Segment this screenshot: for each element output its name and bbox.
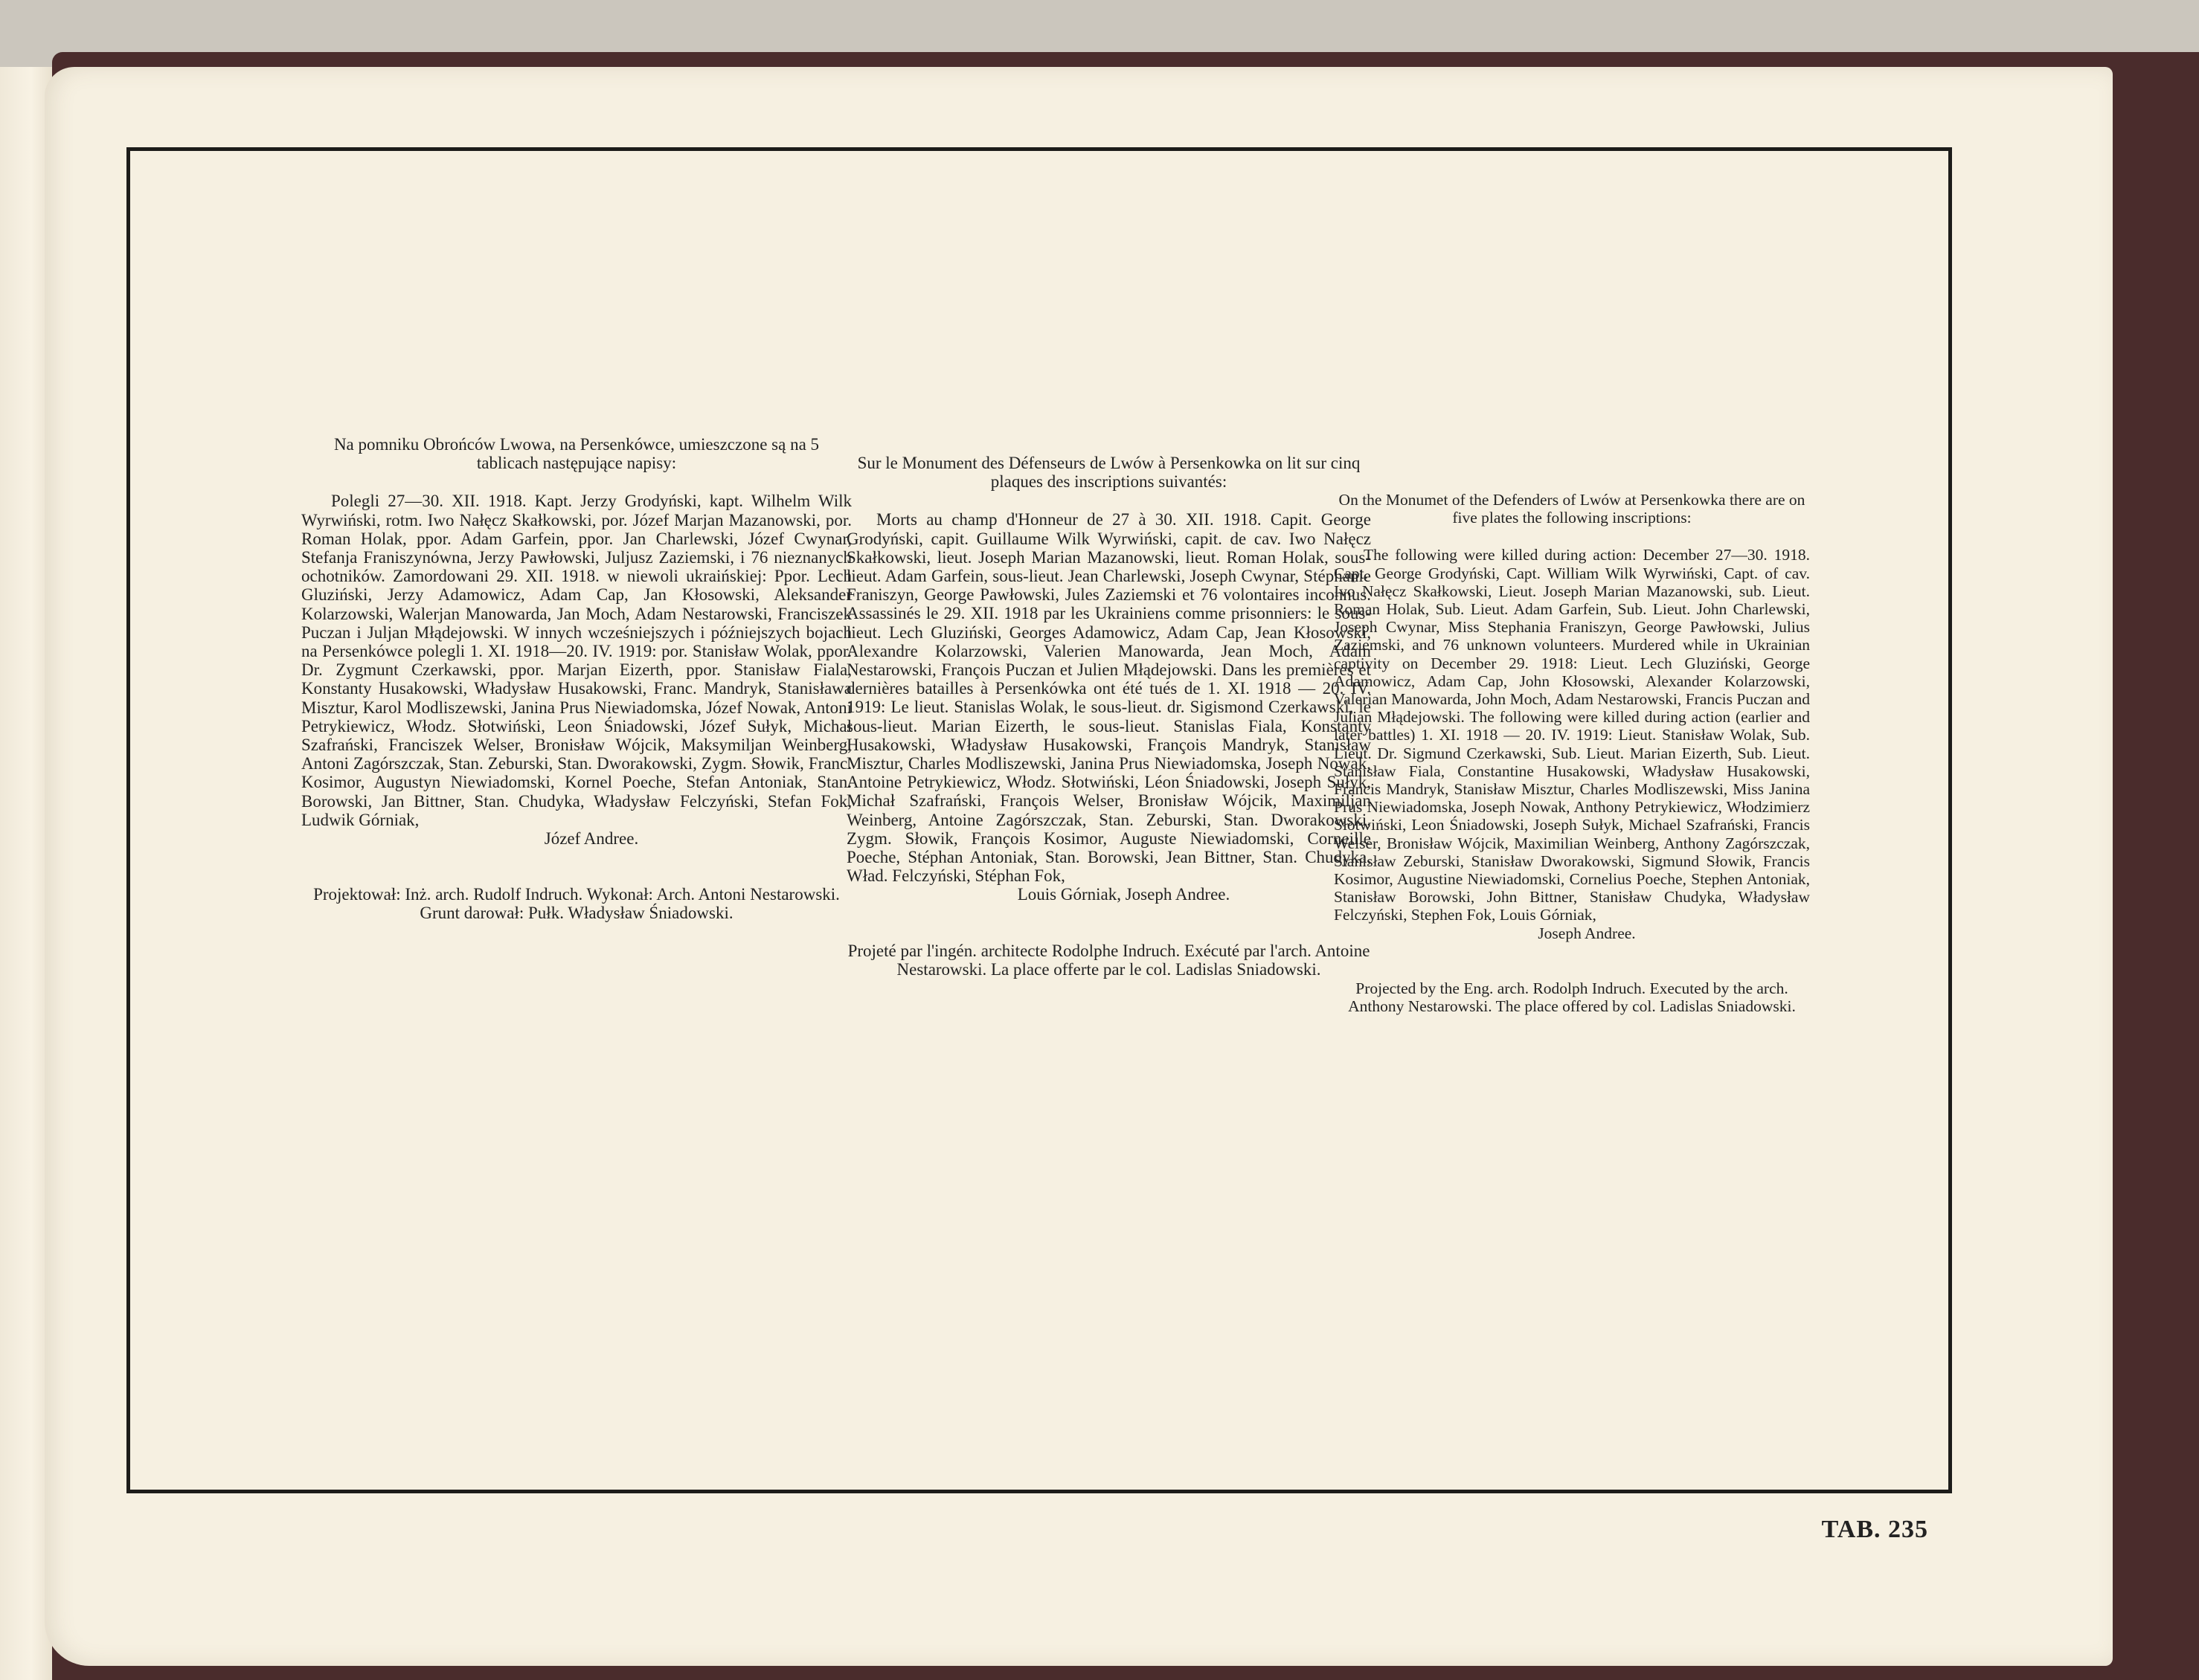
french-intro: Sur le Monument des Défenseurs de Lwów à Persenkowka on lit sur cinq plaques des inscriptions suivantés:: [857, 454, 1361, 492]
column-polish: [301, 435, 852, 923]
french-body-text: Morts au champ d'Honneur de 27 à 30. XII. 1918. Capit. George Grodyński, capit. Guillaume Wilk Wyrwiński, capit. de cav. Iwo Nałęcz Skałkowski, lieut. Joseph Marian Mazanowski, lieut. Roman Holak, sous-lieut. Adam Garfein, sous-lieut. Jean Charlewski, Joseph Cwynar, Stéphanie Franiszyn, George Pawłowski, Jules Zaziemski et 76 volontaires inconnus. Assassinés le 29. XII. 1918 par les Ukrainiens comme prisonniers: le sous-lieut. Lech Gluziński, Georges Adamowicz, Adam Cap, Jean Kłosowski, Alexandre Kolarzowski, Valerien Manowarda, Jean Moch, Adam Nestarowski, François Puczan et Julien Młądejowski. Dans les premières et dernières batailles à Persenkówka ont été tués de 1. XI. 1918 — 20. IV. 1919: Le lieut. Stanislas Wolak, le sous-lieut. dr. Sigismond Czerkawski, le sous-lieut. Marian Eizerth, le sous-lieut. Stanislas Fiala, Konstanty Husakowski, Władysław Husakowski, François Mandryk, Stanisław Misztur, Charles Modliszewski, Janina Prus Niewiadomska, Joseph Nowak, Antoine Petrykiewicz, Włodz. Słotwiński, Léon Śniadowski, Joseph Sułyk, Michał Szafrański, François Welser, Bronisław Wójcik, Maximiljan Weinberg, Antoine Zagórszczak, Stan. Zeburski, Stan. Dworakowski, Zygm. Słowik, François Kosimor, Auguste Niewiadomski, Corneille Poeche, Stéphan Antoniak, Stan. Borowski, Jean Bittner, Stan. Chudyka, Wład. Felczyński, Stéphan Fok,: [847, 510, 1371, 886]
french-body: [847, 510, 1371, 904]
french-body-last: Louis Górniak, Joseph Andree.: [1017, 885, 1230, 904]
column-french: [847, 454, 1371, 979]
polish-credit: Projektował: Inż. arch. Rudolf Indruch. Wykonał: Arch. Antoni Nestarowski. Grunt darował: Pułk. Władysław Śniadowski.: [313, 885, 840, 923]
book-page: [45, 67, 2113, 1666]
polish-body: [301, 492, 852, 848]
plate-number-label: TAB. 235: [1821, 1516, 1928, 1543]
english-body: [1334, 546, 1810, 942]
english-body-text: The following were killed during action: December 27—30. 1918. Capt. George Grodyński, Capt. William Wilk Wyrwiński, Capt. of cav. Ivo Nałęcz Skałkowski, Lieut. Joseph Marian Mazanowski, sub. Lieut. Roman Holak, Sub. Lieut. Adam Garfein, Sub. Lieut. John Charlewski, Joseph Cwynar, Miss Stephania Franiszyn, George Pawłowski, Julius Zaziemski, and 76 unknown volunteers. Murdered while in Ukrainian captivity on December 29. 1918: Lieut. Lech Gluziński, George Adamowicz, Adam Cap, John Kłosowski, Alexander Kolarzowski, Valerian Manowarda, John Moch, Adam Nestarowski, Francis Puczan and Julian Młądejowski. The following were killed during action (earlier and later battles) 1. XI. 1918 — 20. IV. 1919: Lieut. Stanisław Wolak, Sub. Lieut. Dr. Sigmund Czerkawski, Sub. Lieut. Marian Eizerth, Sub. Lieut. Stanisław Fiala, Constantine Husakowski, Władysław Husakowski, Francis Mandryk, Stanisław Misztur, Charles Modliszewski, Miss Janina Prus Niewiadomska, Joseph Nowak, Anthony Petrykiewicz, Włodzimierz Słotwiński, Leon Śniadowski, Joseph Sułyk, Michael Szafrański, Francis Welser, Bronisław Wójcik, Maximilian Weinberg, Anthony Zagórszczak, Stanisław Zeburski, Stanisław Dworakowski, Sigmund Słowik, Francis Kosimor, Augustine Niewiadomski, Cornelius Poeche, Stephen Antoniak, Stanisław Borowski, John Bittner, Stanisław Chudyka, Władysław Felczyński, Stephen Fok, Louis Górniak,: [1334, 546, 1810, 924]
polish-body-text: Polegli 27—30. XII. 1918. Kapt. Jerzy Grodyński, kapt. Wilhelm Wilk Wyrwiński, rotm. Iwo Nałęcz Skałkowski, por. Józef Marjan Mazanowski, por. Roman Holak, ppor. Adam Garfein, ppor. Jan Charlewski, Józef Cwynar, Stefanja Franiszynówna, Jerzy Pawłowski, Juljusz Zaziemski, i 76 nieznanych ochotników. Zamordowani 29. XII. 1918. w niewoli ukraińskiej: Ppor. Lech Gluziński, Jerzy Adamowicz, Adam Cap, Jan Kłosowski, Aleksander Kolarzowski, Walerjan Manowarda, Jan Moch, Adam Nestarowski, Franciszek Puczan i Juljan Młądejowski. W innych wcześniejszych i późniejszych bojach na Persenkówce polegli 1. XI. 1918—20. IV. 1919: por. Stanisław Wolak, ppor. Dr. Zygmunt Czerkawski, ppor. Marjan Eizerth, ppor. Stanisław Fiala, Konstanty Husakowski, Władysław Husakowski, Franc. Mandryk, Stanisława Misztur, Karol Modliszewski, Janina Prus Niewiadomska, Józef Nowak, Antoni Petrykiewicz, Włodz. Słotwiński, Leon Śniadowski, Józef Sułyk, Michał Szafrański, Franciszek Welser, Bronisław Wójcik, Maksymiljan Weinberg, Antoni Zagórszczak, Stan. Zeburski, Stan. Dworakowski, Zygm. Słowik, Franc. Kosimor, Augustyn Niewiadomski, Kornel Poeche, Stefan Antoniak, Stan. Borowski, Jan Bittner, Stan. Chudyka, Władysław Felczyński, Stefan Fok, Ludwik Górniak,: [301, 492, 852, 829]
column-english: [1334, 491, 1810, 1015]
polish-body-last: Józef Andree.: [544, 829, 639, 849]
english-credit: Projected by the Eng. arch. Rodolph Indruch. Executed by the arch. Anthony Nestarowski. The place offered by col. Ladislas Sniadowski.: [1348, 979, 1796, 1016]
french-credit: Projeté par l'ingén. architecte Rodolphe Indruch. Exécuté par l'arch. Antoine Nestarowski. La place offerte par le col. Ladislas Sniadowski.: [847, 941, 1370, 979]
english-intro: On the Monumet of the Defenders of Lwów at Persenkowka there are on five plates the following inscriptions:: [1338, 491, 1805, 527]
polish-intro: Na pomniku Obrońców Lwowa, na Persenkówce, umieszczone są na 5 tablicach następujące napisy:: [333, 435, 820, 473]
english-body-last: Joseph Andree.: [1538, 924, 1636, 942]
